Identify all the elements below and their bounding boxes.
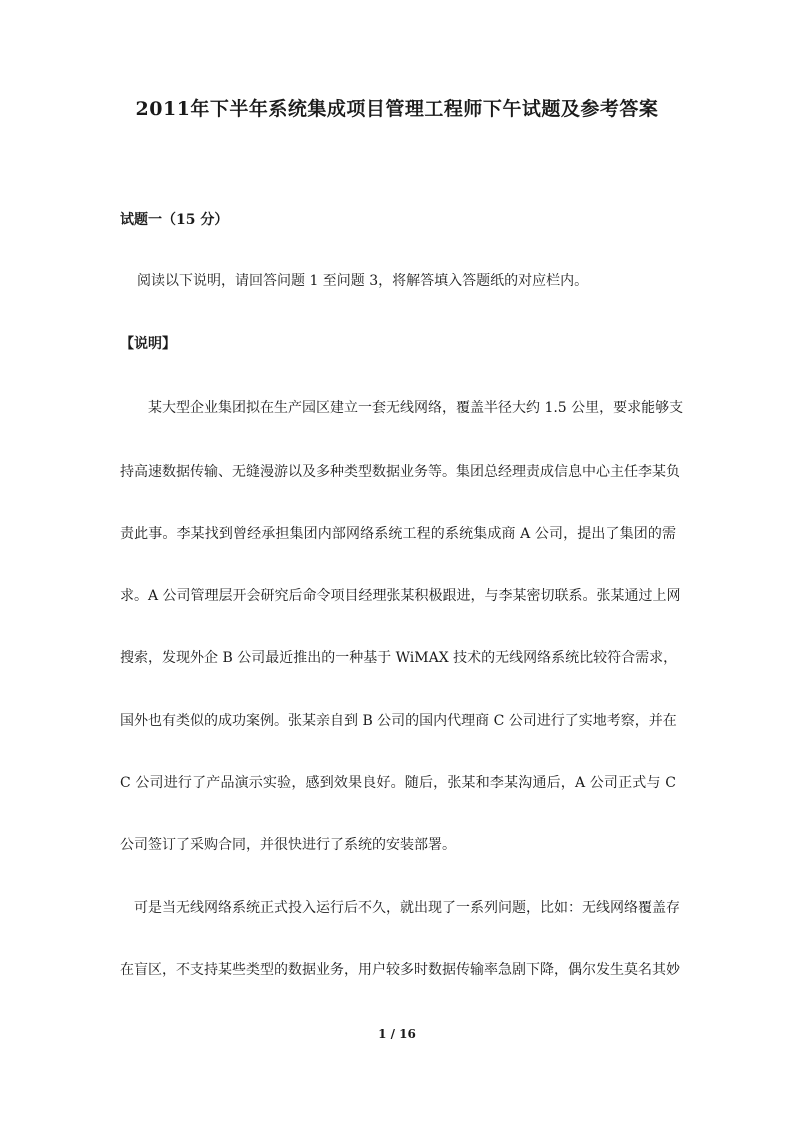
paragraph-line: 责此事。李某找到曾经承担集团内部网络系统工程的系统集成商 A 公司，提出了集团的需 [120,526,676,542]
paragraph-line: 搜索，发现外企 B 公司最近推出的一种基于 WiMAX 技术的无线网络系统比较符合需求， [120,650,678,666]
instruction-text: 阅读以下说明，请回答问题 1 至问题 3，将解答填入答题纸的对应栏内。 [137,273,589,289]
paragraph-line: 持高速数据传输、无缝漫游以及多种类型数据业务等。集团总经理责成信息中心主任李某负 [120,464,680,480]
question-heading: 试题一（15 分） [120,212,229,228]
paragraph-line: 求。A 公司管理层开会研究后命令项目经理张某积极跟进，与李某密切联系。张某通过上网 [120,588,681,604]
paragraph-line: 某大型企业集团拟在生产园区建立一套无线网络，覆盖半径大约 1.5 公里，要求能够支 [148,400,684,416]
section-label: 【说明】 [120,336,176,352]
paragraph-line: C 公司进行了产品演示实验，感到效果良好。随后，张某和李某沟通后，A 公司正式与 C [120,775,676,791]
document-title: 2011年下半年系统集成项目管理工程师下午试题及参考答案 [135,98,659,120]
paragraph-line: 公司签订了采购合同，并很快进行了系统的安装部署。 [120,837,456,853]
page-number: 1 / 16 [378,1027,416,1041]
paragraph-line: 可是当无线网络系统正式投入运行后不久，就出现了一系列问题，比如：无线网络覆盖存 [134,900,680,916]
paragraph-line: 国外也有类似的成功案例。张某亲自到 B 公司的国内代理商 C 公司进行了实地考察，并在 [120,713,677,729]
paragraph-line: 在盲区，不支持某些类型的数据业务，用户较多时数据传输率急剧下降，偶尔发生莫名其妙 [120,962,680,978]
